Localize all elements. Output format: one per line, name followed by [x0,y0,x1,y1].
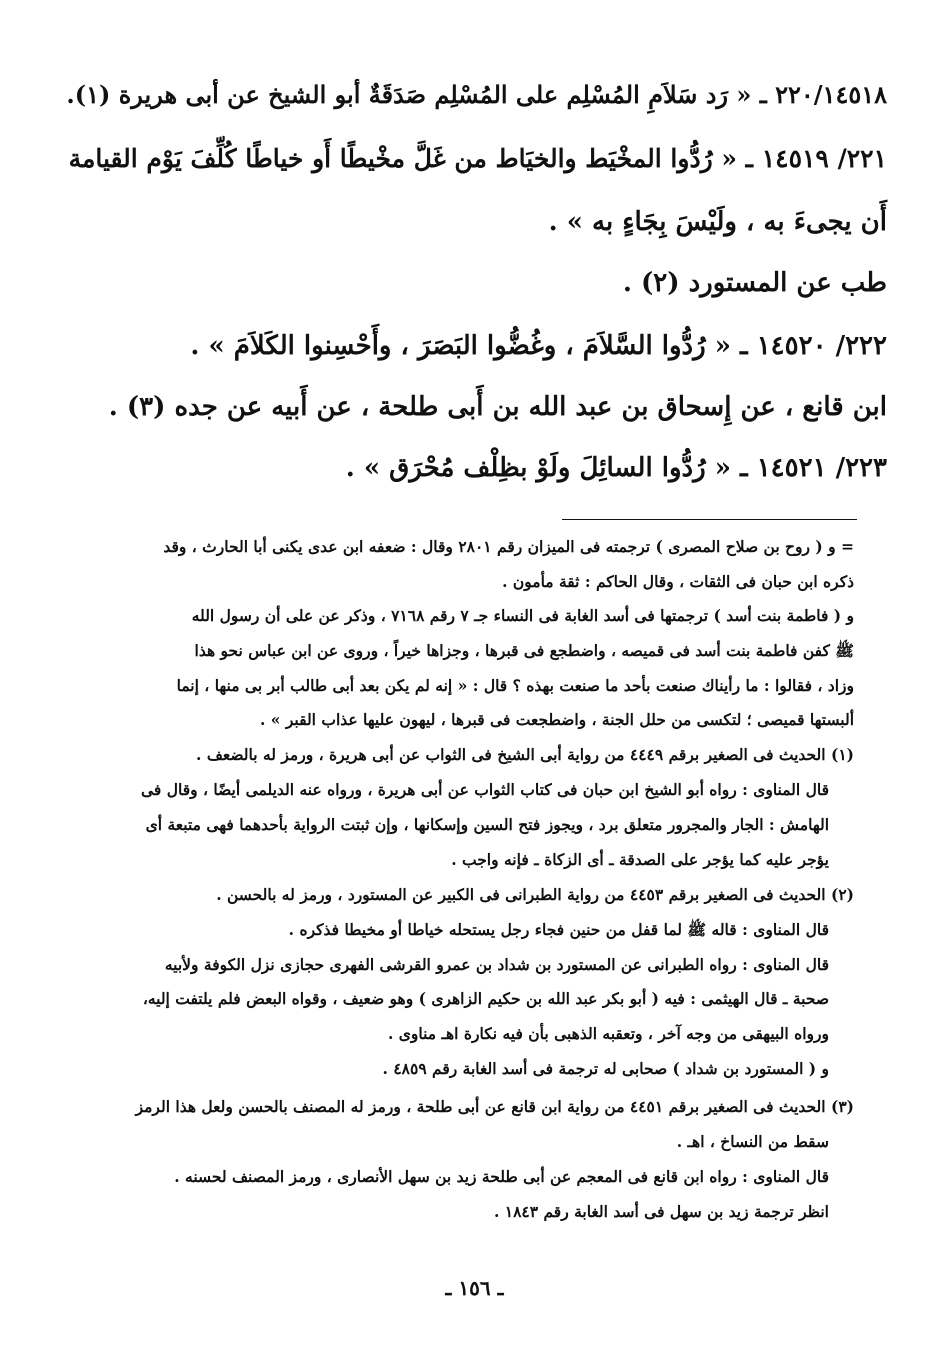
footnote-line: صحبة ـ قال الهيثمى : فيه ( أبو بكر عبد الله بن حكيم الزاهرى ) وهو ضعيف ، وقواه البعض فلم يلتفت إليه، [142,989,829,1008]
hadith-220-line: ٢٢٠/١٤٥١٨ ـ « رَد سَلاَمِ المُسْلِم على المُسْلِم صَدَقَةٌ أبو الشيخ عن أبى هريرة (١). [66,80,887,109]
footnote-line: ورواه البيهقى من وجه آخر ، وتعقبه الذهبى بأن فيه نكارة اهـ مناوى . [387,1024,829,1043]
footnote-line: و ( فاطمة بنت أسد ) ترجمتها فى أسد الغابة فى النساء جـ ٧ رقم ٧١٦٨ ، وذكر عن على أن رسول الله [191,606,854,625]
hadith-222-line: ٢٢٢/ ١٤٥٢٠ ـ « رُدُّوا السَّلاَمَ ، وغُضُّوا البَصَرَ ، وأَحْسِنوا الكَلاَمَ » . [190,331,887,361]
hadith-221-source: طب عن المستورد (٢) . [622,268,887,298]
hadith-221-continuation: أَن يجىءَ به ، ولَيْسَ بِجَاءٍ به » . [548,207,887,237]
footnote-line: قال المناوى : رواه أبو الشيخ ابن حبان فى كتاب الثواب عن أبى هريرة ، ورواه عنه الديلمى أيضًا ، وقال فى [140,780,829,799]
hadith-223-line: ٢٢٣/ ١٤٥٢١ ـ « رُدُّوا السائِلَ ولَوْ بظِلْف مُحْرَق » . [345,453,887,483]
footnote-2: (٢) الحديث فى الصغير برقم ٤٤٥٣ من رواية الطبرانى فى الكبير عن المستورد ، ورمز له بالحسن . [216,885,854,904]
footnote-line: قال المناوى : قاله ﷺ لما قفل من حنين فجاء رجل يستحله خياطا أو مخيطا فذكره . [288,920,829,939]
hadith-221-line: ٢٢١/ ١٤٥١٩ ـ « رُدُّوا المخْيَط والخيَاط من غَلَّ مخْيطًا أَو خياطًا كُلِّفَ يَوْم القيامة [68,144,887,173]
footnote-line: = و ( روح بن صلاح المصرى ) ترجمته فى الميزان رقم ٢٨٠١ وقال : ضعفه ابن عدى يكنى أبا الحارث ، وقد [163,537,854,556]
hadith-222-source: ابن قانع ، عن إِسحاق بن عبد الله بن أَبى طلحة ، عن أَبيه عن جده (٣) . [108,392,887,422]
footnote-line: انظر ترجمة زيد بن سهل فى أسد الغابة رقم ١٨٤٣ . [493,1202,829,1221]
footnote-line: ﷺ كفن فاطمة بنت أسد فى قميصه ، واضطجع فى قبرها ، وجزاها خيراً ، وروى عن ابن عباس نحو هذا [194,641,854,660]
footnote-line: قال المناوى : رواه الطبرانى عن المستورد بن شداد بن عمرو القرشى الفهرى حجازى نزل الكوفة ولأبيه [164,955,829,974]
footnote-line: و ( المستورد بن شداد ) صحابى له ترجمة فى أسد الغابة رقم ٤٨٥٩ . [382,1059,829,1078]
footnote-line: وزاد ، فقالوا : ما رأيناك صنعت بأحد ما صنعت بهذه ؟ قال : « إنه لم يكن بعد أبى طالب أبر بى منها ، إنما [176,676,854,695]
footnote-line: سقط من النساخ ، اهـ . [676,1132,829,1151]
page-number: ـ ١٥٦ ـ [445,1276,504,1300]
footnote-line: الهامش : الجار والمجرور متعلق برد ، ويجوز فتح السين وإسكانها ، وإن ثبتت الرواية بأحدهما فهى متبعة أى [145,815,829,834]
footnote-line: قال المناوى : رواه ابن قانع فى المعجم عن أبى طلحة زيد بن سهل الأنصارى ، ورمز المصنف لحسنه . [174,1167,829,1186]
footnote-line: ذكره ابن حبان فى الثقات ، وقال الحاكم : ثقة مأمون . [502,572,854,591]
footnote-line: ألبستها قميصى ؛ لتكسى من حلل الجنة ، واضطجعت فى قبرها ، ليهون عليها عذاب القبر » . [260,710,854,729]
footnote-line: يؤجر عليه كما يؤجر على الصدقة ـ أى الزكاة ـ فإنه واجب . [451,850,829,869]
footnote-divider [562,519,857,520]
footnote-1: (١) الحديث فى الصغير برقم ٤٤٤٩ من رواية أبى الشيخ فى الثواب عن أبى هريرة ، ورمز له بالضعف . [196,745,854,764]
footnote-3: (٣) الحديث فى الصغير برقم ٤٤٥١ من رواية ابن قانع عن أبى طلحة ، ورمز له المصنف بالحسن ولعل هذا الرمز [135,1097,854,1116]
